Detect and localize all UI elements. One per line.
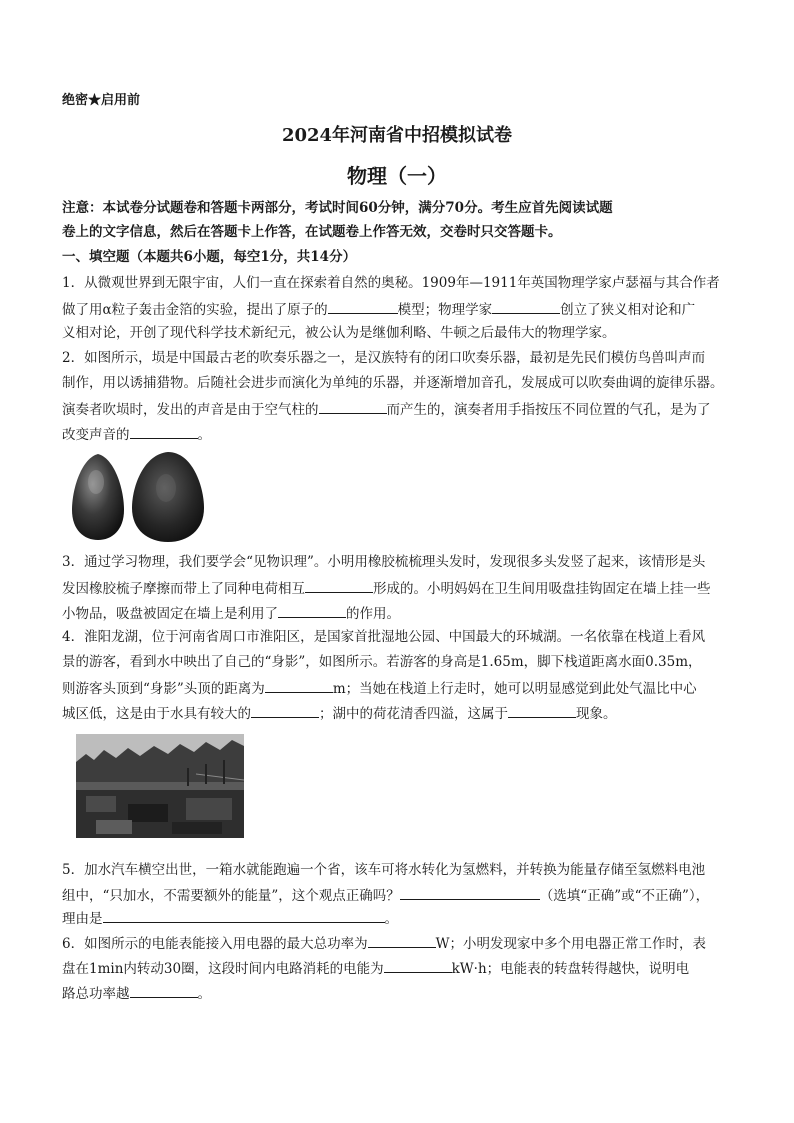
q1-text: 做了用α粒子轰击金箔的实验，提出了原子的 xyxy=(62,302,328,318)
q6-line-1 xyxy=(62,933,734,953)
q6-text: 。 xyxy=(197,986,211,1002)
answer-blank[interactable] xyxy=(103,908,385,923)
q1-text: 创立了狭义相对论和广 xyxy=(560,302,696,318)
answer-blank[interactable] xyxy=(368,933,436,948)
q5-text: 组中，“只加水，不需要额外的能量”，这个观点正确吗？ xyxy=(62,888,400,904)
xun-instrument-image xyxy=(68,448,210,544)
q4-text: 城区低，这是由于水具有较大的 xyxy=(62,706,251,722)
q6-text: W；小明发现家中多个用电器正常工作时，表 xyxy=(435,936,706,952)
answer-blank[interactable] xyxy=(492,299,560,314)
q3-line-2 xyxy=(62,578,734,598)
q4-line-4 xyxy=(62,703,734,723)
q2-text: 而产生的，演奏者用手指按压不同位置的气孔，是为了 xyxy=(386,402,711,418)
q5-line-2 xyxy=(62,885,734,905)
q4-line-3 xyxy=(62,678,734,698)
answer-blank[interactable] xyxy=(508,703,576,718)
q4-text: 则游客头顶到“身影”头顶的距离为 xyxy=(62,681,265,697)
q4-text: ；湖中的荷花清香四溢，这属于 xyxy=(319,706,508,722)
q6-text: 6．如图所示的电能表能接入用电器的最大总功率为 xyxy=(62,936,368,952)
answer-blank[interactable] xyxy=(328,299,398,314)
q2-line-2: 制作，用以诱捕猎物。后随社会进步而演化为单纯的乐器，并逐渐增加音孔，发展成可以吹奏曲调的旋律乐器。 xyxy=(62,375,724,391)
q4-line-1: 4．淮阳龙湖，位于河南省周口市淮阳区，是国家首批湿地公园、中国最大的环城湖。一名依靠在栈道上看风 xyxy=(62,629,706,645)
q3-text: 形成的。小明妈妈在卫生间用吸盘挂钩固定在墙上挂一些 xyxy=(373,581,711,597)
q5-line-3 xyxy=(62,908,734,928)
q1-line-2 xyxy=(62,299,734,319)
answer-blank[interactable] xyxy=(251,703,319,718)
answer-blank[interactable] xyxy=(130,424,198,439)
q3-line-3 xyxy=(62,603,734,623)
q3-line-1: 3．通过学习物理，我们要学会“见物识理”。小明用橡胶梳梳理头发时，发现很多头发竖了起来，该情形是头 xyxy=(62,554,706,570)
q2-line-3 xyxy=(62,399,734,419)
q1-line-1: 1．从微观世界到无限宇宙，人们一直在探索着自然的奥秘。1909年—1911年英国物理学家卢瑟福与其合作者 xyxy=(62,275,720,291)
q5-text: 理由是 xyxy=(62,911,103,927)
q6-text: kW·h；电能表的转盘转得越快，说明电 xyxy=(451,961,690,977)
q4-line-2: 景的游客，看到水中映出了自己的“身影”，如图所示。若游客的身高是1.65m，脚下栈道距离水面0.35m， xyxy=(62,654,702,670)
q2-text: 改变声音的 xyxy=(62,427,130,443)
q5-line-1: 5．加水汽车横空出世，一箱水就能跑遍一个省，该车可将水转化为氢燃料，并转换为能量存储至氢燃料电池 xyxy=(62,862,706,878)
lake-photo-image xyxy=(76,734,244,838)
answer-blank[interactable] xyxy=(319,399,387,414)
answer-blank[interactable] xyxy=(400,885,540,900)
q3-text: 发因橡胶梳子摩擦而带上了同种电荷相互 xyxy=(62,581,305,597)
answer-blank[interactable] xyxy=(305,578,373,593)
answer-blank[interactable] xyxy=(265,678,333,693)
section-heading: 一、填空题（本题共6小题，每空1分，共14分） xyxy=(62,249,357,265)
notice-line-2: 卷上的文字信息，然后在答题卡上作答，在试题卷上作答无效，交卷时只交答题卡。 xyxy=(62,224,562,240)
confidential-label: 绝密★启用前 xyxy=(62,93,141,108)
q3-text: 小物品，吸盘被固定在墙上是利用了 xyxy=(62,606,278,622)
q1-text: 模型；物理学家 xyxy=(397,302,493,318)
exam-subtitle: 物理（一） xyxy=(347,164,447,188)
q5-text: 。 xyxy=(384,911,398,927)
q1-line-3: 义相对论，开创了现代科学技术新纪元，被公认为是继伽利略、牛顿之后最伟大的物理学家。 xyxy=(62,325,616,341)
q6-line-2 xyxy=(62,958,734,978)
notice-line-1: 注意：本试卷分试题卷和答题卡两部分，考试时间60分钟，满分70分。考生应首先阅读试题 xyxy=(62,200,613,216)
q2-text: 。 xyxy=(197,427,211,443)
q5-text: （选填“正确”或“不正确”）， xyxy=(539,888,710,904)
q2-line-4 xyxy=(62,424,734,444)
q4-text: 现象。 xyxy=(576,706,617,722)
q2-line-1: 2．如图所示，埙是中国最古老的吹奏乐器之一，是汉族特有的闭口吹奏乐器，最初是先民们模仿鸟兽叫声而 xyxy=(62,350,706,366)
q2-text: 演奏者吹埙时，发出的声音是由于空气柱的 xyxy=(62,402,319,418)
answer-blank[interactable] xyxy=(278,603,346,618)
q4-text: m；当她在栈道上行走时，她可以明显感觉到此处气温比中心 xyxy=(332,681,697,697)
q6-text: 盘在1min内转动30圈，这段时间内电路消耗的电能为 xyxy=(62,961,384,977)
q6-line-3 xyxy=(62,983,734,1003)
q6-text: 路总功率越 xyxy=(62,986,130,1002)
answer-blank[interactable] xyxy=(384,958,452,973)
q3-text: 的作用。 xyxy=(346,606,400,622)
exam-title: 2024年河南省中招模拟试卷 xyxy=(281,125,513,146)
answer-blank[interactable] xyxy=(130,983,198,998)
